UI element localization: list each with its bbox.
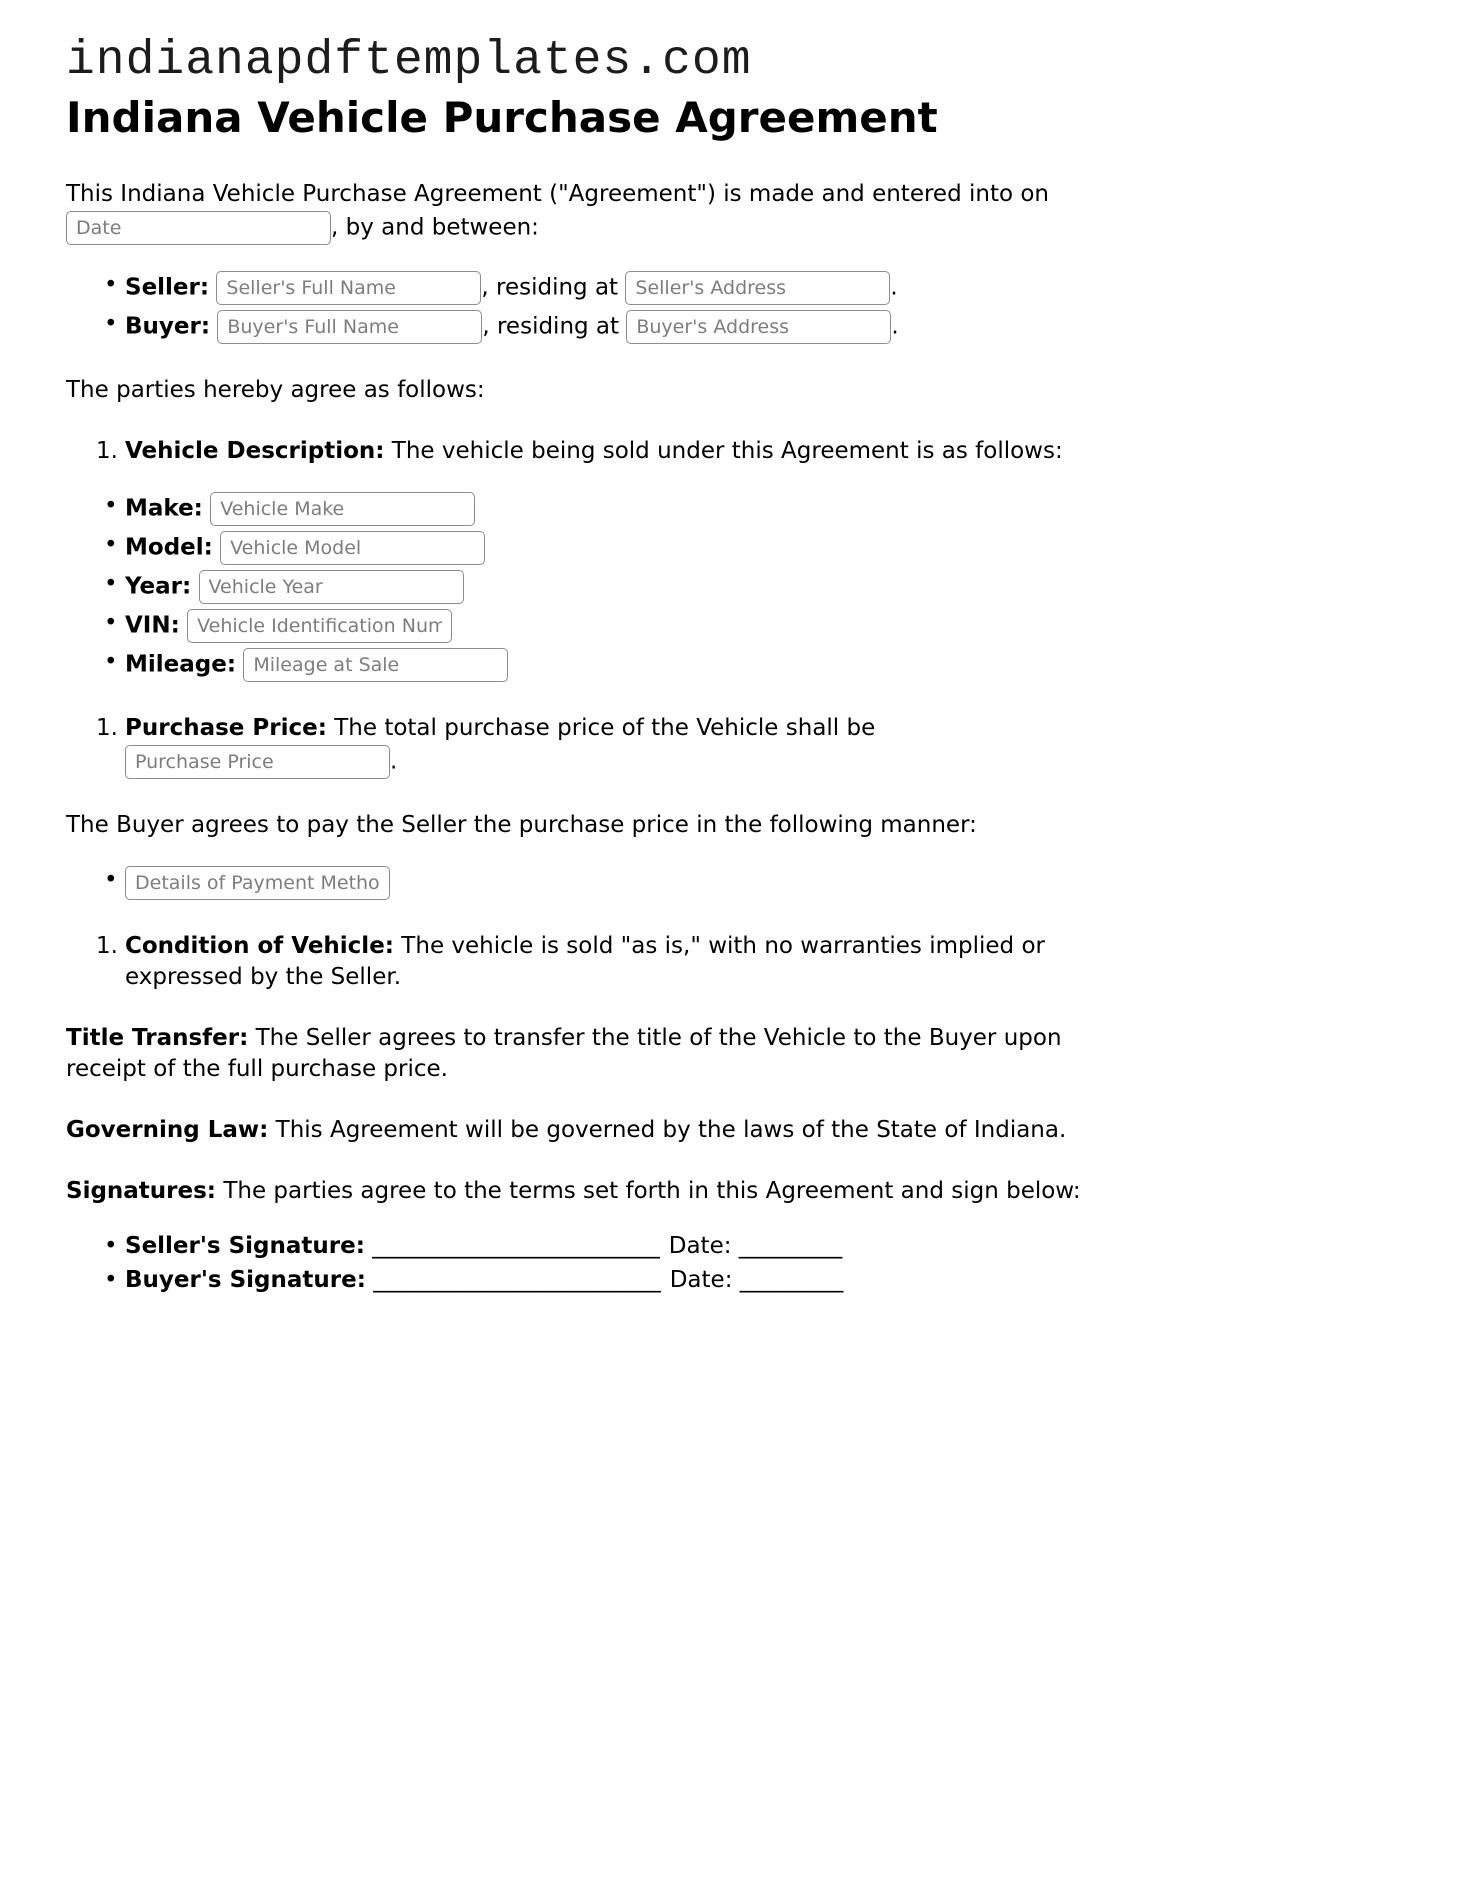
condition-item-number: 1. xyxy=(96,932,118,959)
date-input[interactable] xyxy=(66,211,331,245)
buyer-signature-row xyxy=(125,1265,1116,1296)
seller-address-input[interactable] xyxy=(625,271,890,305)
make-input[interactable] xyxy=(210,492,475,526)
intro-text-before: This Indiana Vehicle Purchase Agreement ("Agreement") is made and entered into on xyxy=(66,180,1050,207)
mileage-label: Mileage: xyxy=(125,651,237,678)
intro-text-after: , by and between: xyxy=(331,214,539,241)
purchase-price-label: Purchase Price: xyxy=(125,714,327,741)
vin-label: VIN: xyxy=(125,612,180,639)
governing-law-text: This Agreement will be governed by the laws of the State of Indiana. xyxy=(268,1117,1067,1144)
model-input[interactable] xyxy=(220,531,485,565)
vehicle-fields-list xyxy=(66,491,1116,683)
seller-name-input[interactable] xyxy=(216,271,481,305)
site-name: indianapdftemplates.com xyxy=(66,34,752,88)
mileage-row xyxy=(125,647,1116,683)
vehicle-description-item xyxy=(66,436,1116,467)
buyer-label: Buyer: xyxy=(125,313,211,340)
seller-end-text: . xyxy=(890,274,898,301)
condition-item xyxy=(66,931,1116,993)
parties-list xyxy=(66,270,1116,345)
seller-signature-label: Seller's Signature: xyxy=(125,1233,365,1260)
condition-label: Condition of Vehicle: xyxy=(125,932,394,959)
vehicle-item-number: 1. xyxy=(96,437,118,464)
year-input[interactable] xyxy=(199,570,464,604)
governing-law-clause xyxy=(66,1115,1116,1146)
purchase-price-input[interactable] xyxy=(125,745,390,779)
page-title: Indiana Vehicle Purchase Agreement xyxy=(66,93,938,143)
vin-input[interactable] xyxy=(187,609,452,643)
buyer-address-input[interactable] xyxy=(626,310,891,344)
buyer-signature-label: Buyer's Signature: xyxy=(125,1267,366,1294)
title-transfer-clause xyxy=(66,1023,1116,1085)
seller-row xyxy=(125,270,1116,306)
title-transfer-text: The Seller agrees to transfer the title of the Vehicle to the Buyer upon receipt of the full purchase price. xyxy=(66,1025,1062,1083)
title-transfer-label: Title Transfer: xyxy=(66,1025,249,1052)
payment-row xyxy=(125,865,1116,901)
purchase-price-text: The total purchase price of the Vehicle shall be xyxy=(326,714,876,741)
buyer-date-label: Date: xyxy=(669,1267,733,1294)
year-row xyxy=(125,569,1116,605)
buyer-row xyxy=(125,309,1116,345)
payment-lead: The Buyer agrees to pay the Seller the purchase price in the following manner: xyxy=(66,811,977,838)
model-row xyxy=(125,530,1116,566)
payment-list xyxy=(66,865,1116,901)
vin-row xyxy=(125,608,1116,644)
year-label: Year: xyxy=(125,573,192,600)
buyer-signature-line: _________________________ xyxy=(365,1267,661,1294)
buyer-date-line: _________ xyxy=(739,1267,844,1294)
signatures-intro xyxy=(66,1176,1116,1207)
make-row xyxy=(125,491,1116,527)
buyer-mid-text: , residing at xyxy=(482,313,620,340)
seller-label: Seller: xyxy=(125,274,210,301)
buyer-name-input[interactable] xyxy=(217,310,482,344)
model-label: Model: xyxy=(125,534,213,561)
seller-date-line: _________ xyxy=(738,1233,843,1260)
buyer-end-text: . xyxy=(891,313,899,340)
signatures-text: The parties agree to the terms set forth in this Agreement and sign below: xyxy=(216,1178,1081,1205)
signatures-list xyxy=(66,1231,1116,1296)
purchase-price-end: . xyxy=(390,748,398,775)
signatures-label: Signatures: xyxy=(66,1178,217,1205)
vehicle-description-label: Vehicle Description: xyxy=(125,437,385,464)
intro-paragraph xyxy=(66,179,1116,246)
seller-signature-line: _________________________ xyxy=(364,1233,660,1260)
make-label: Make: xyxy=(125,495,203,522)
governing-law-label: Governing Law: xyxy=(66,1117,269,1144)
seller-mid-text: , residing at xyxy=(481,274,619,301)
condition-text: The vehicle is sold "as is," with no warranties implied or expressed by the Seller. xyxy=(125,932,1045,990)
payment-method-input[interactable] xyxy=(125,866,390,900)
seller-signature-row xyxy=(125,1231,1116,1262)
vehicle-description-text: The vehicle being sold under this Agreement is as follows: xyxy=(384,437,1063,464)
seller-date-label: Date: xyxy=(668,1233,732,1260)
mileage-input[interactable] xyxy=(243,648,508,682)
purchase-price-item xyxy=(66,713,1116,780)
price-item-number: 1. xyxy=(96,714,118,741)
agree-line: The parties hereby agree as follows: xyxy=(66,376,485,403)
